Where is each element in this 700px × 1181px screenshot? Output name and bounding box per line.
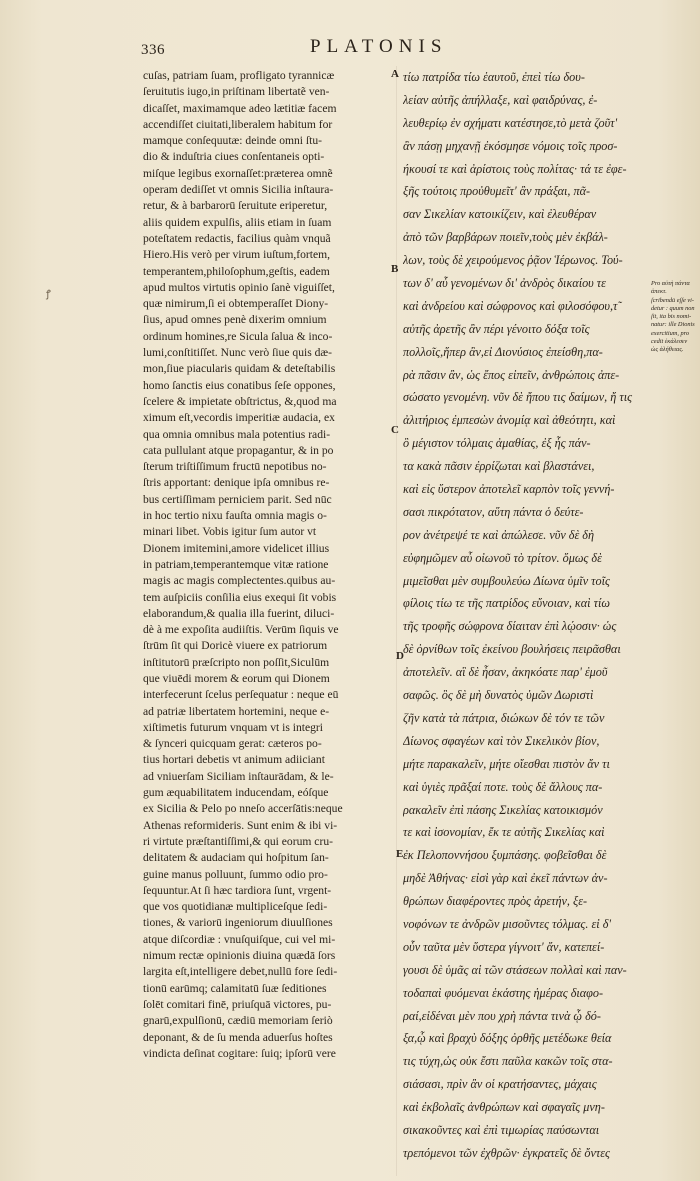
greek-text-line: οὖν ταῦτα μὲν ὕστερα γίγνοιτ' ἄν, κατεπεί- [403, 939, 605, 954]
latin-text-line: bus certiſſimam perniciem parit. Sed nūc [143, 492, 332, 506]
greek-text-column [403, 66, 671, 1165]
greek-text-line: τις τύχη,ὡς οὐκ ἔστι παῦλα κακῶν τοῖς στα- [403, 1054, 613, 1069]
latin-text-line: xiſtimetis futurum vnquam vt is integri [143, 720, 324, 734]
latin-text-line: ri virtute præſtantiſſimi,& qui eorum cru- [143, 834, 333, 848]
latin-text-line: ſtris apportant: denique ipſa omnibus re- [143, 476, 330, 490]
margin-note-line: ὡς ἀλήθειας. [651, 346, 684, 354]
latin-text-line: homo ſanctis eius conatibus ſeſe oppones, [143, 378, 336, 392]
latin-text-line: deponant, & de ſu menda aduerſus hoſtes [143, 1030, 333, 1044]
latin-text-line: magis ac magis complectentes.quibus au- [143, 574, 336, 588]
latin-text-line: mon,ſiue piacularis quidam & deteſtabilis [143, 362, 336, 376]
greek-text-line: σαν Σικελίαν κατοικίζειν, καὶ ἐλευθέραν [403, 207, 597, 222]
greek-text-line: τῆς τροφῆς σώφρονα δίαιταν ἐπὶ λῴοσιν· ὡς [403, 619, 617, 634]
greek-text-line: εὐφημῶμεν αὖ οἰωνοῦ τὸ τρίτον. ὅμως δὲ [403, 550, 602, 565]
latin-text-line: retur, & à barbarorū ſeruitute eriperetur, [143, 199, 328, 213]
latin-text-line: ſterum triſtiſſimum fructū nepotibus no- [143, 460, 327, 474]
section-marker-a: A [391, 68, 399, 80]
latin-text-line: dio & induſtria ciues conſentaneis opti- [143, 150, 325, 164]
latin-text-line: ad vniuerſam Siciliam inſtaurādam, & le- [143, 769, 334, 783]
latin-text-line: temperantem,philoſophum,geſtis, eadem [143, 264, 330, 278]
latin-text-line: apud multos virtutis opinio ſanè viguiſſet, [143, 280, 335, 294]
greek-text-line: σαφῶς. ὃς δὲ μὴ δυνατὸς ὑμῶν Δωριστὶ [403, 688, 594, 703]
greek-text-line: καὶ ἐκβολαῖς ἀνθρώπων καὶ σφαγαῖς μνη- [403, 1100, 605, 1115]
latin-text-line: tiones, & variorū ingeniorum diuulſiones [143, 916, 333, 930]
latin-text-line: vindicta deſinat cogitare: ſuiq; ipſorū vere [143, 1046, 336, 1060]
latin-text-line: operam dediſſet vt omnis Sicilia inſtaura- [143, 183, 334, 197]
greek-text-line: πολλοῖς,ἥπερ ἂν,εἰ Διονύσιος ἐπείσθη,πα- [403, 344, 603, 359]
latin-text-line: nimum rectæ opinionis diuina quædā ſors [143, 949, 336, 963]
latin-text-line: ſtrūm ſit qui Doricè viuere ex patriorum [143, 639, 328, 653]
latin-text-line: dicaſſet, maximamque adeo lætitiæ facem [143, 101, 337, 115]
latin-text-line: que viuēdi morem & eorum qui Dionem [143, 671, 330, 685]
latin-text-line: poteſtatem redactis, facilius quàm vnquã [143, 231, 331, 245]
latin-text-line: dè à me expoſita audiiſtis. Verūm ſiquis ve [143, 623, 339, 637]
greek-text-line: νοφόνων τε ἀνδρῶν μισοῦντες τόλμας. εἰ δ' [403, 916, 611, 931]
latin-text-line: minari libet. Vobis igitur ſum autor vt [143, 525, 317, 539]
page-number: 336 [141, 42, 165, 58]
section-marker-b: B [391, 263, 399, 275]
latin-text-line: ſolēt comitari finē, priuſquā victores, pu- [143, 997, 332, 1011]
margin-note-line: exercitium, pro [651, 329, 690, 337]
greek-text-line: τρεπόμενοι τῶν ἐχθρῶν· ἐγκρατεῖς δὲ ὄντες [403, 1145, 610, 1160]
greek-text-line: σιάσασι, πρὶν ἂν οἱ κρατήσαντες, μάχαις [403, 1077, 597, 1092]
latin-text-line: in hoc tertio nixu fauſta omnia magis o- [143, 509, 327, 523]
margin-mark: ꝭ [46, 289, 51, 300]
greek-text-line: ήκουσί τε καὶ ἀρίστοις τοὺς πολίτας· τά τε ἐφε- [403, 161, 627, 176]
latin-text-line: Athenas reformideris. Sunt enim & ibi vi- [143, 818, 338, 832]
greek-text-line: καὶ ὑγιὲς πρᾶξαί ποτε. τοὺς δὲ ἄλλους πα- [403, 779, 603, 794]
greek-text-line: Δίωνος σφαγέων καὶ τὸν Σικελικὸν βίον, [403, 733, 600, 748]
greek-text-line: λευθερίῳ ἐν σχήματι κατέστησε,τὸ μετὰ ζοῦτ' [403, 115, 618, 130]
latin-text-line: guine manus polluunt, ſummo odio pro- [143, 867, 328, 881]
greek-text-line: μιμεῖσθαι μὲν συμβουλεύω Δίωνα ὑμῖν τοῖς [403, 573, 610, 588]
latin-text-line: aliis quidem expulſis, aliis etiam in ſuam [143, 215, 332, 229]
greek-text-line: μήτε παρακαλεῖν, μήτε οἴεσθαι πιστὸν ἄν τι [403, 756, 610, 771]
greek-text-line: λείαν αὐτῆς ἀπήλλαξε, καὶ φαιδρύνας, ἐ- [403, 92, 598, 107]
greek-text-line: ἂν πάσῃ μηχανῇ ἐκόσμησε νόμοις τοῖς προσ- [403, 138, 618, 153]
greek-text-line: τίω πατρίδα τίω ἑαυτοῦ, ἐπεὶ τίω δου- [403, 70, 585, 84]
greek-text-line: τοδαπαὶ φυόμεναι ἑκάστης ἡμέρας διαφο- [403, 985, 604, 1000]
greek-text-line: ρακαλεῖν ἐπὶ πάσης Σικελίας κατοικισμόν [403, 802, 603, 817]
greek-text-line: ἀπὸ τῶν βαρβάρων ποιεῖν,τοὺς μὲν ἐκβάλ- [403, 230, 608, 245]
latin-text-line: inſtitutorū præſcripto non poſſit,Siculūm [143, 655, 330, 669]
margin-note-line: ſcribendū eſſe vi- [651, 296, 695, 304]
greek-text-line: καὶ εἰς ὕστερον ἀποτελεῖ καρπὸν τοῖς γεννή- [403, 482, 615, 497]
greek-text-line: ἀλιτήριος ἐμπεσὼν ἀνομίᾳ καὶ ἀθεότητι, καὶ [403, 413, 616, 428]
margin-note-line: detur : quum non [651, 304, 695, 312]
latin-text-line: & ſynceri quicquam gerat: cæteros po- [143, 737, 322, 751]
latin-text-line: accendiſſet ciuitati,liberalem habitum for [143, 117, 333, 131]
latin-text-line: gum æquabilitatem inducendam, eóſque [143, 786, 329, 800]
latin-text-line: elaborandum,& qualia illa fuerint, diluci- [143, 606, 335, 620]
latin-text-line: cata pullulant atque propagantur, & in po [143, 443, 334, 457]
section-marker-e: E [396, 848, 404, 860]
latin-text-line: tionū earūmq; calamitatū ſuæ ſeditiones [143, 981, 327, 995]
greek-text-line: τα κακὰ πᾶσιν ἐρρίζωται καὶ βλαστάνει, [403, 459, 595, 474]
latin-text-line: in patriam,temperantemque vitæ ratione [143, 557, 329, 571]
margin-note-line: ἀπεκτ. [651, 288, 667, 296]
latin-text-line: miſque legibus exornaſſet:præterea omnẽ [143, 166, 333, 180]
latin-text-line: atque diſcordiæ : vnuſquiſque, cui vel mi- [143, 932, 336, 946]
latin-text-line: ſeruitutis iugo,in priſtinam libertatẽ ven- [143, 85, 330, 99]
greek-text-line: φίλοις τίω τε τῆς πατρίδος εὔνοιαν, καὶ τίω [403, 596, 610, 611]
latin-text-line: gnarū,expulſionū, cædiū memoriam ſeriò [143, 1014, 333, 1028]
section-marker-c: C [391, 424, 399, 436]
latin-text-line: ſequuntur.At ſi hæc tardiora ſunt, vrgent- [143, 883, 332, 897]
latin-text-line: ſcelere & impietate obſtrictus, &,quod ma [143, 394, 337, 408]
greek-text-line: ρὰ πᾶσιν ἂν, ὡς ἔπος εἰπεῖν, ἀνθρώποις ἀπε- [403, 367, 620, 382]
greek-text-line: ραί,εἰδέναι μὲν που χρὴ πάντα τινὰ ᾧ δό- [403, 1008, 601, 1023]
greek-text-line: ξῆς τούτοις προὐθυμεῖτ' ἂν πράξαι, πᾶ- [403, 184, 591, 199]
latin-text-line: qua omnia omnibus mala potentius radi- [143, 427, 331, 441]
greek-text-line: ἐκ Πελοποννήσου ξυμπάσης. φοβεῖσθαι δὲ [403, 848, 607, 863]
latin-text-line: Hiero.His verò per virum iuſtum,fortem, [143, 248, 331, 262]
latin-text-line: mamque conſequutæ: deinde omni ſtu- [143, 134, 323, 148]
latin-translation-column [143, 68, 389, 1062]
greek-text-line: δὲ ὀρνίθων τοῖς ἐκείνου βουλήσεις πειρᾶσθαι [403, 642, 621, 657]
greek-text-line: των δ' αὖ γενομένων δι' ἀνδρὸς δικαίου τε [403, 276, 606, 291]
greek-text-line: σικακοῦντες καὶ ἐπὶ τιμωρίας παύσωνται [403, 1122, 600, 1137]
margin-note [651, 280, 697, 355]
latin-text-line: quæ nimirum,ſi ei obtemperaſſet Diony- [143, 297, 329, 311]
latin-text-line: que vos quotidianæ multipliceſque ſedi- [143, 900, 328, 914]
margin-note-line: Pro αὐτὴ πάντα [651, 280, 690, 287]
margin-note-line: natur: ille Dionis [651, 321, 695, 329]
greek-text-line: σασι πικρότατον, αὕτη πάντα ὁ δεύτε- [403, 504, 584, 519]
latin-text-line: tem auſpiciis conſilia eius exequi ſit vobis [143, 590, 337, 604]
section-marker-d: D [396, 650, 404, 662]
greek-text-line: γουσι δὲ ὑμᾶς αἱ τῶν στάσεων πολλαὶ καὶ παν- [403, 962, 627, 977]
running-title: PLATONIS [310, 36, 448, 57]
greek-text-line: μηδὲ Ἀθήνας· εἰσὶ γὰρ καὶ ἐκεῖ πάντων ἀν- [403, 871, 608, 886]
latin-text-line: ſius, apud omnes penè dixerim omnium [143, 313, 327, 327]
latin-text-line: Dionem imitemini,amore videlicet illius [143, 541, 330, 555]
margin-note-line: ſit, ita bis nomi- [651, 313, 692, 321]
latin-text-line: delitatem & audaciam qui hoſpitum ſan- [143, 851, 329, 865]
latin-text-line: ad patriæ libertatem hortemini, neque e- [143, 704, 330, 718]
latin-text-line: lumi,conſtitiſſet. Nunc verò ſiue quis dæ- [143, 346, 333, 360]
greek-text-line: ἀποτελεῖν. αἳ δὲ ἦσαν, ἀκηκόατε παρ' ἐμοῦ [403, 665, 608, 680]
latin-text-line: largita eſt,intelligere debet,nullū fore ſedi- [143, 965, 338, 979]
latin-text-line: cuſas, patriam ſuam, profligato tyrannicæ [143, 69, 335, 82]
latin-text-line: ex Sicilia & Pelo po nneſo accerſātis:neque [143, 802, 343, 816]
greek-text-line: σώσατο γενομένη. νῦν δὲ ἤπου τις δαίμων, ἤ τις [403, 390, 633, 405]
greek-text-line: αὐτῆς ἀρετῆς ἂν πέρι γένοιτο δόξα τοῖς [403, 321, 590, 336]
greek-text-line: θρώπων διαφέροντες πρὸς ἀρετήν, ξε- [403, 894, 588, 909]
greek-text-line: καὶ ἀνδρείου καὶ σώφρονος καὶ φιλοσόφου,τ̃ [403, 298, 618, 313]
column-divider [396, 66, 397, 1176]
latin-text-line: ximum eſt,vecordis imperitiæ audacia, ex [143, 411, 335, 425]
greek-text-line: ζῆν κατὰ τὰ πάτρια, διώκων δὲ τόν τε τῶν [403, 710, 605, 725]
greek-text-line: ὃ μέγιστον τόλμαις ἀμαθίας, ἐξ ἧς πάν- [403, 436, 591, 451]
margin-note-line: cedit ἐκάλεσεν [651, 338, 688, 346]
greek-text-line: τε καὶ ἰσονομίαν, ἔκ τε αὐτῆς Σικελίας καὶ [403, 825, 605, 840]
greek-text-line: ξα,ᾧ καὶ βραχὺ δόξης ὀρθῆς μετέδωκε θεία [403, 1031, 612, 1046]
latin-text-line: ordinum homines,re Sicula ſalua & inco- [143, 329, 333, 343]
greek-text-line: λων, τοὺς δὲ χειρούμενος ῥᾷον Ἱέρωνος. Τού- [403, 253, 623, 268]
latin-text-line: tius hortari debetis vt animum adiiciant [143, 753, 325, 767]
latin-text-line: interfecerunt ſcelus perſequatur : neque eū [143, 688, 339, 702]
greek-text-line: ρον ἀνέτρεψέ τε καὶ ἀπώλεσε. νῦν δὲ δὴ [403, 527, 595, 542]
page-header [0, 36, 700, 62]
